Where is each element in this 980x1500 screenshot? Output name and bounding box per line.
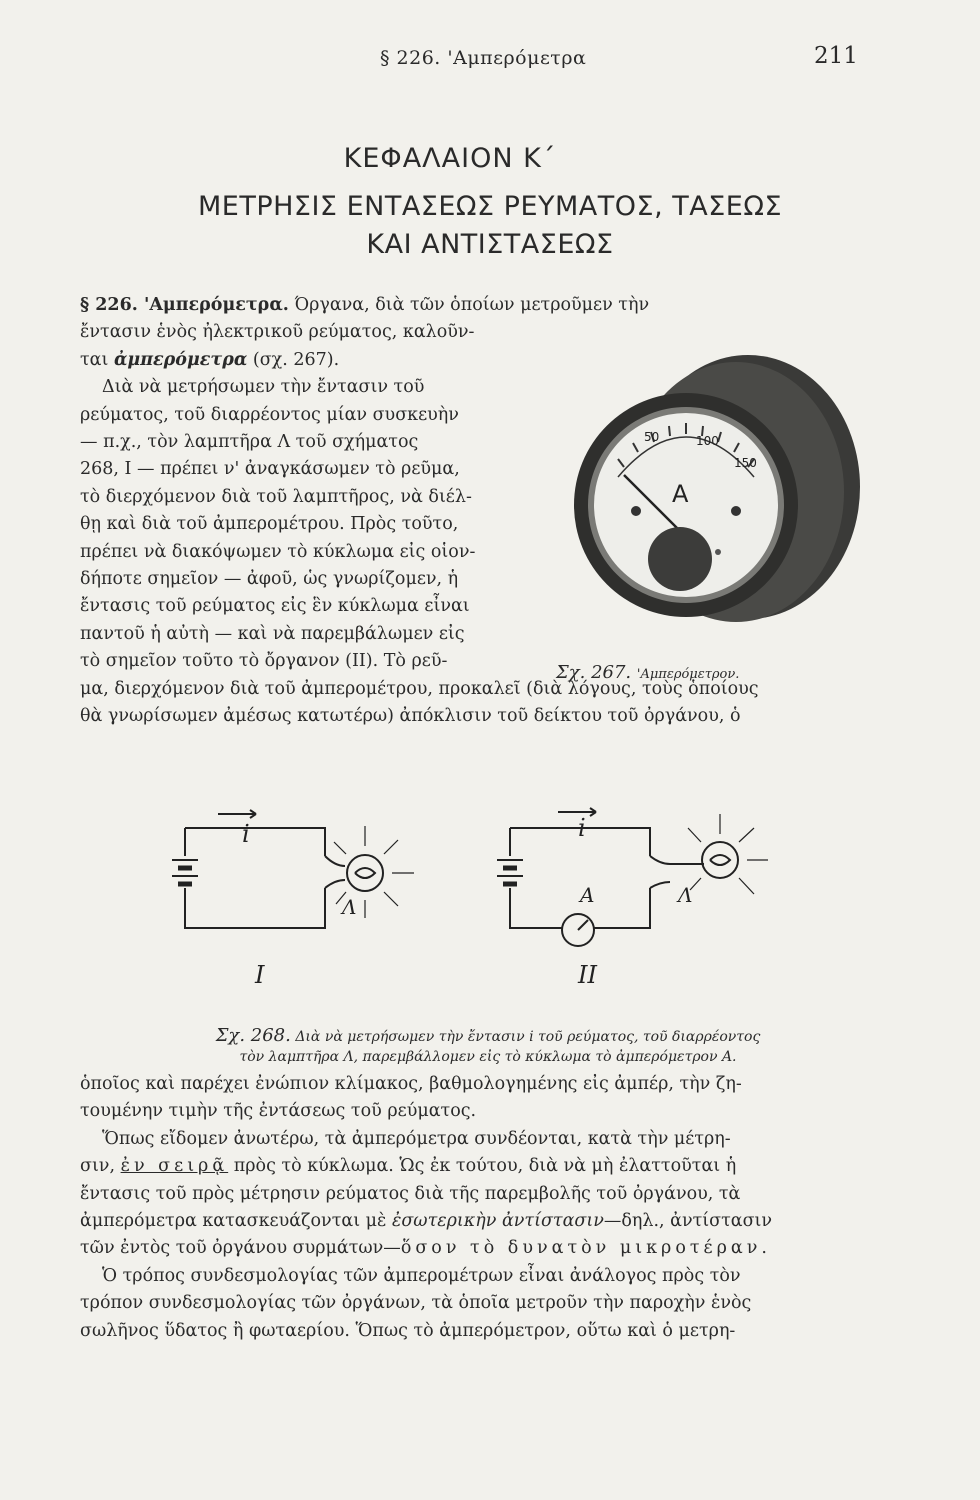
current-label: i [578,814,586,842]
section-heading: § 226. 'Αμπερόμετρα. [80,295,289,315]
figure-268-caption-line-1 [118,1026,858,1047]
paragraph-line: μα, διερχόμενον διὰ τοῦ ἀμπερομέτρου, προκαλεῖ (διὰ λόγους, τοὺς ὁποίους [80,678,759,699]
defined-term: ἀμπερόμετρα [113,349,248,370]
paragraph-line: ἔντασις τοῦ ρεύματος εἰς ἓν κύκλωμα εἶναι [80,596,470,617]
paragraph-line: ὁποῖος καὶ παρέχει ἐνώπιον κλίμακος, βαθμολογημένης εἰς ἀμπέρ, τὴν ζη- [80,1074,742,1094]
scale-label: 50 [644,430,660,444]
scale-label: 100 [696,434,719,448]
paragraph-line: θῃ καὶ διὰ τοῦ ἀμπερομέτρου. Πρὸς τοῦτο, [80,514,459,535]
paragraph-line: πρέπει νὰ διακόψωμεν τὸ κύκλωμα εἰς οἱον- [80,541,476,562]
figure-267-label: Σχ. 267. [556,662,632,683]
text-span: ἀμπερόμετρα κατασκευάζονται μὲ [80,1211,387,1232]
figure-268-caption [118,1026,858,1067]
body-text-lower [80,1071,870,1345]
text-span: —δηλ., ἀντίστασιν [603,1211,773,1232]
section-first-line-text: Όργανα, διὰ τῶν ὁποίων μετροῦμεν τὴν [294,295,650,315]
circuit-i [172,810,414,928]
paragraph-line: τὸ σημεῖον τοῦτο τὸ ὄργανον (II). Τὸ ρεῦ- [80,651,448,672]
paragraph-line: τουμένην τιμὴν τῆς ἐντάσεως τοῦ ρεύματος. [80,1101,477,1122]
chapter-number: ΚΕΦΑΛΑΙΟΝ Κ΄ [343,143,557,174]
chapter-title-line-1: ΜΕΤΡΗΣΙΣ ΕΝΤΑΣΕΩΣ ΡΕΥΜΑΤΟΣ, ΤΑΣΕΩΣ [197,191,783,222]
scale-label: 150 [734,456,757,470]
ammeter-photo [548,337,866,650]
paragraph-line: Ὅπως εἴδομεν ἀνωτέρω, τὰ ἀμπερόμετρα συνδέονται, κατὰ τὴν μέτρη- [102,1128,731,1149]
circuit-ii [497,808,768,946]
paragraph-line: τρόπον συνδεσμολογίας τῶν ὀργάνων, τὰ ὁποῖα μετροῦν τὴν παροχὴν ἑνὸς [80,1293,752,1314]
diagram-label-ii: II [578,961,597,989]
paragraph-line: 268, I — πρέπει ν' ἀναγκάσωμεν τὸ ρεῦμα, [80,459,460,480]
paragraph-line: θὰ γνωρίσωμεν ἀμέσως κατωτέρω) ἀπόκλισιν τοῦ δείκτου τοῦ ὀργάνου, ὁ [80,706,741,727]
lamp-label: Λ [342,895,357,919]
text-span: τῶν ἐντὸς τοῦ ὀργάνου συρμάτων— [80,1238,401,1259]
figure-267-text: 'Αμπερόμετρον. [636,667,740,682]
emphasized-text: ἐν σειρᾷ [120,1156,229,1177]
chapter-title-line-2: ΚΑΙ ΑΝΤΙΣΤΑΣΕΩΣ [366,229,614,260]
chapter-title [60,188,920,264]
ammeter-label: A [580,883,595,907]
paragraph-line: Διὰ νὰ μετρήσωμεν τὴν ἔντασιν τοῦ [102,377,425,398]
section-first-line [80,292,868,319]
emphasized-term: ἐσωτερικὴν ἀντίστασιν [391,1211,604,1232]
dial-letter: A [672,480,689,508]
paragraph-line: σωλῆνος ὕδατος ἢ φωταερίου. Ὅπως τὸ ἀμπερόμετρον, οὕτω καὶ ὁ μετρη- [80,1320,736,1341]
paragraph-line [80,1208,870,1235]
page-number: 211 [814,43,858,69]
running-header: § 226. 'Αμπερόμετρα [380,47,587,69]
paragraph-line: Ὁ τρόπος συνδεσμολογίας τῶν ἀμπερομέτρων εἶναι ἀνάλογος πρὸς τὸν [102,1265,741,1286]
paragraph-line: παντοῦ ἡ αὐτὴ — καὶ νὰ παρεμβάλωμεν εἰς [80,623,465,644]
section-line: ἔντασιν ἑνὸς ἠλεκτρικοῦ ρεύματος, καλοῦν- [80,322,475,343]
figure-268-caption-line-2: τὸν λαμπτῆρα Λ, παρεμβάλλομεν εἰς τὸ κύκλωμα τὸ ἀμπερόμετρον Α. [239,1049,737,1065]
figure-268-label: Σχ. 268. [215,1025,291,1046]
figure-268-caption-text: Διὰ νὰ μετρήσωμεν τὴν ἔντασιν i τοῦ ρεύματος, τοῦ διαρρέοντος [295,1029,761,1045]
paragraph-line [80,1153,870,1180]
paragraph-line [80,1235,870,1262]
lamp-label: Λ [678,883,693,907]
paragraph-line: τὸ διερχόμενον διὰ τοῦ λαμπτῆρος, νὰ διέλ- [80,486,472,507]
circuit-diagram [160,798,780,998]
paragraph-line: — π.χ., τὸν λαμπτῆρα Λ τοῦ σχήματος [80,432,419,453]
text-span: σιν, [80,1156,116,1177]
paragraph-line: δήποτε σημεῖον — ἀφοῦ, ὡς γνωρίζομεν, ἡ [80,569,459,590]
figure-267-caption [556,662,739,683]
paragraph-line: ρεύματος, τοῦ διαρρέοντος μίαν συσκευὴν [80,404,459,425]
emphasized-text: ὅσον τὸ δυνατὸν μικροτέραν. [400,1238,771,1259]
diagram-label-i: I [255,961,265,989]
current-label: i [242,820,250,848]
text-span: πρὸς τὸ κύκλωμα. Ὡς ἐκ τούτου, διὰ νὰ μὴ ἐλαττοῦται ἡ [233,1156,737,1177]
paragraph-line: ἔντασις τοῦ πρὸς μέτρησιν ρεύματος διὰ τῆς παρεμβολῆς τοῦ ὀργάνου, τὰ [80,1183,741,1204]
section-line: ται ἀμπερόμετρα (σχ. 267). [80,349,340,370]
